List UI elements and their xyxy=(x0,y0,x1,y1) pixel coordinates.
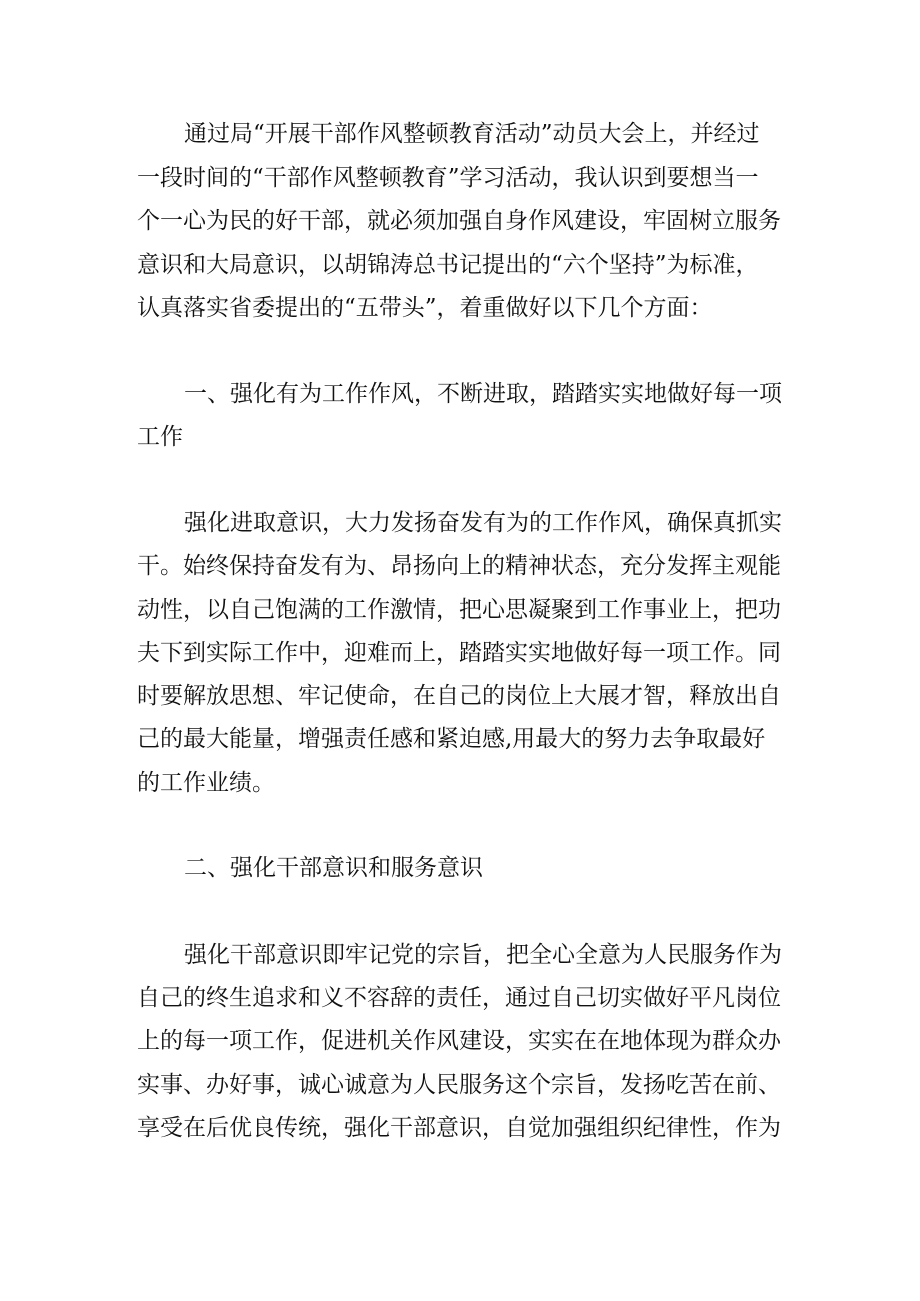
section-1-paragraph-line: 的工作业绩。 xyxy=(137,770,275,796)
section-1-paragraph-line: 夫下到实际工作中，迎难而上，踏踏实实地做好每一项工作。同 xyxy=(137,640,781,666)
intro-paragraph-line: 通过局“开展干部作风整顿教育活动”动员大会上，并经过 xyxy=(184,121,760,147)
section-2-paragraph-line: 上的每一项工作，促进机关作风建设，实实在在地体现为群众办 xyxy=(137,1028,781,1054)
section-heading-2: 二、强化干部意识和服务意识 xyxy=(184,855,483,881)
section-2-paragraph-line: 强化干部意识即牢记党的宗旨，把全心全意为人民服务作为 xyxy=(184,942,782,968)
section-2-paragraph-line: 自己的终生追求和义不容辞的责任，通过自己切实做好平凡岗位 xyxy=(137,985,781,1011)
section-1-paragraph-line: 时要解放思想、牢记使命，在自己的岗位上大展才智，释放出自 xyxy=(137,683,781,709)
section-heading-1: 一、强化有为工作作风，不断进取，踏踏实实地做好每一项 xyxy=(184,381,782,407)
intro-paragraph-line: 意识和大局意识，以胡锦涛总书记提出的“六个坚持”为标准， xyxy=(137,252,759,278)
section-1-paragraph-line: 干。始终保持奋发有为、昂扬向上的精神状态，充分发挥主观能 xyxy=(137,553,781,579)
intro-paragraph-line: 个一心为民的好干部，就必须加强自身作风建设，牢固树立服务 xyxy=(137,208,781,234)
section-2-paragraph-line: 实事、办好事，诚心诚意为人民服务这个宗旨，发扬吃苦在前、 xyxy=(137,1072,781,1098)
section-1-paragraph-line: 强化进取意识，大力发扬奋发有为的工作作风，确保真抓实 xyxy=(184,510,782,536)
intro-paragraph-line: 一段时间的“干部作风整顿教育”学习活动，我认识到要想当一 xyxy=(137,165,759,191)
intro-paragraph-line: 认真落实省委提出的“五带头”，着重做好以下几个方面： xyxy=(137,295,713,321)
section-1-paragraph-line: 己的最大能量，增强责任感和紧迫感,用最大的努力去争取最好 xyxy=(137,726,766,752)
section-2-paragraph-line: 享受在后优良传统，强化干部意识，自觉加强组织纪律性，作为 xyxy=(137,1115,781,1141)
section-heading-1: 工作 xyxy=(137,424,183,450)
section-1-paragraph-line: 动性，以自己饱满的工作激情，把心思凝聚到工作事业上，把功 xyxy=(137,597,781,623)
